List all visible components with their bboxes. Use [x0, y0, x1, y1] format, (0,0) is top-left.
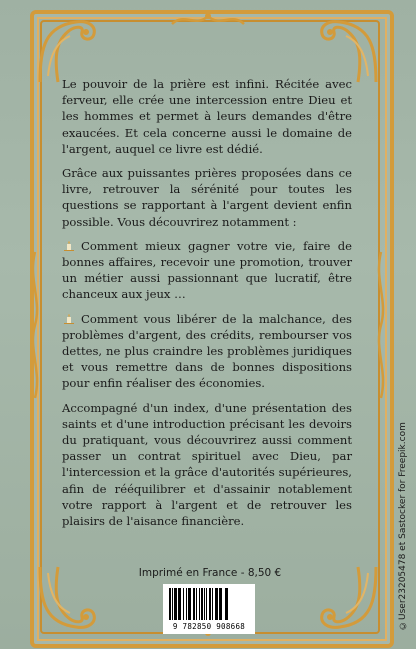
- ornament-side-icon: [26, 250, 44, 400]
- ornament-top-icon: [170, 10, 246, 32]
- ornament-corner-icon: [36, 563, 106, 633]
- bullet-text: Comment mieux gagner votre vie, faire de bonnes affaires, recevoir une promotion, trouver un métier aussi passionnant que lucratif, être chanceux aux jeux …: [62, 238, 352, 302]
- candle-icon: [62, 239, 76, 249]
- paragraph-benefits: Grâce aux puissantes prières proposées dans ce livre, retrouver la sérénité pour toutes les questions se rapportant à l'argent devient enfin possible. Vous découvrirez notamment :: [62, 166, 352, 229]
- back-cover-text: [62, 76, 352, 537]
- isbn-number: 9 782850 908668: [172, 622, 246, 631]
- imprint-price: Imprimé en France - 8,50 €: [138, 567, 282, 579]
- bullet-item: [62, 238, 352, 303]
- paragraph-intro: Le pouvoir de la prière est infini. Récitée avec ferveur, elle crée une intercession entre Dieu et les hommes et permet à leurs demandes d'être exaucées. Et cela concerne aussi le domaine de l'argent, auquel ce livre est dédié.: [62, 77, 352, 156]
- paragraph-summary: Accompagné d'un index, d'une présentation des saints et d'une introduction précisant les devoirs du pratiquant, vous découvrirez aussi comment passer un contrat spirituel avec Dieu, par l'intercession et la grâce d'autorités supérieures, afin de rééquilibrer et d'assainir notablement votre rapport à l'argent et de retrouver les plaisirs de l'aisance financière.: [62, 400, 352, 529]
- barcode: [163, 584, 255, 634]
- barcode-bars: [169, 588, 249, 620]
- watermark-credit: ©User23205478 et Sastocker for Freepik.com: [398, 422, 408, 630]
- bullet-text: Comment vous libérer de la malchance, des problèmes d'argent, des crédits, rembourser vos dettes, ne plus craindre les problèmes juridiques et vous remettre dans de bonnes dispositions pour enfin réaliser des économies.: [62, 311, 352, 391]
- bullet-item: [62, 311, 352, 392]
- ornament-corner-icon: [310, 563, 380, 633]
- candle-icon: [62, 312, 76, 322]
- ornament-side-icon: [372, 250, 390, 400]
